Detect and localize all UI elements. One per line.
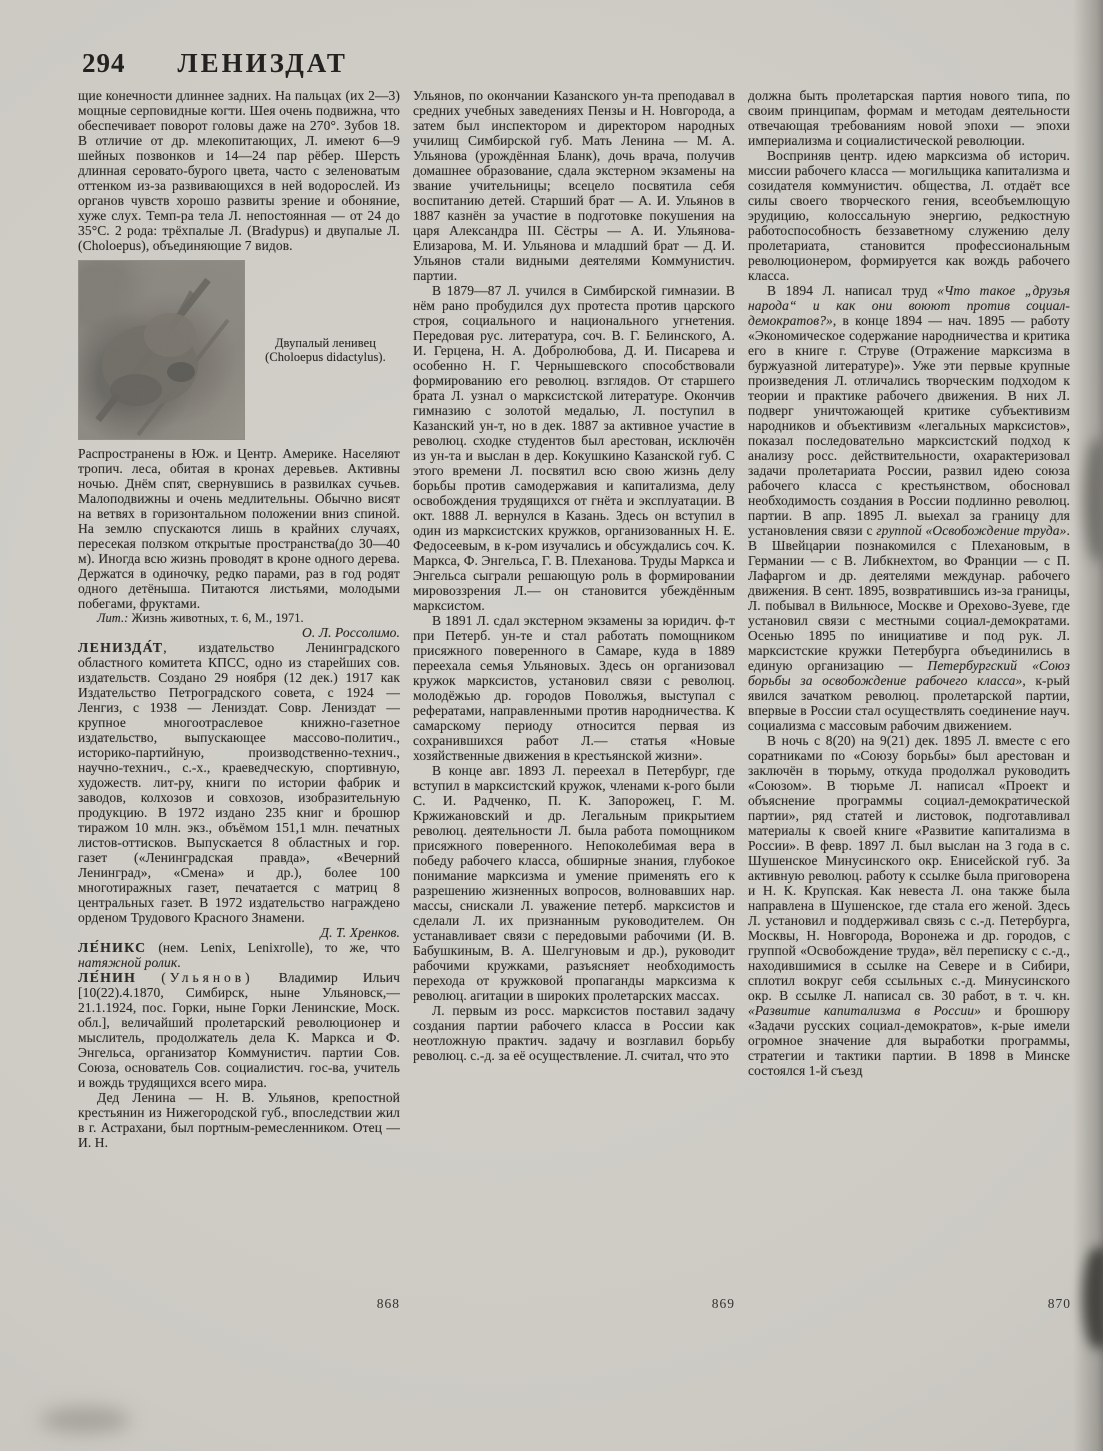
- text-run: , к-рый явился зачатком революц. пролетарской партии, впервые в России стал осуществлять соединение науч. социализма с массовым рабочим движением.: [748, 673, 1070, 733]
- scan-artifact: [1083, 1248, 1103, 1348]
- header-page-number: 294: [82, 48, 126, 78]
- entry-lenin-headword: ЛЕ́НИН: [78, 970, 137, 985]
- column-page-number-869: 869: [711, 1296, 735, 1311]
- text-run: В 1894 Л. написал труд: [767, 283, 938, 298]
- text-run: , в конце 1894 — нач. 1895 — работу «Экономическое содержание народничества и критика его в книге г. Струве (Отражение марксизма в буржуазной литературе)». Уже эти первые крупные произведения Л. отличались творческим подходом к теории и практике рабочего движения. В них Л. подверг уничтожающей критике субъективизм народников и объективизм «легальных марксистов», показал последовательно марксистский подход к анализу росс. действительности, охарактеризовал задачи пролетариата России, развил идею союза рабочего класса с крестьянством, обосновал необходимость создания в России подлинно революц. партии. В апр. 1895 Л. выехал за границу для установления связи с: [748, 313, 1070, 538]
- column-page-number-868: 868: [376, 1296, 400, 1311]
- book-title-italic: «Развитие капитализма в России»: [748, 1003, 981, 1018]
- lit-label: Лит.:: [97, 611, 129, 625]
- text-run: В ночь с 8(20) на 9(21) дек. 1895 Л. вместе с его соратниками по «Союзу борьбы» был арестован и заключён в тюрьму, откуда продолжал руководить «Союзом». В тюрьме Л. написал «Проект и объяснение программы социал-демократической партии», ряд статей и листовок, подготавливал материалы к своей книге «Развитие капитализма в России». В февр. 1897 Л. был выслан на 3 года в с. Шушенское Минусинского окр. Енисейской губ. За активную революц. работу к ссылке была приговорена и Н. К. Крупская. Как невеста Л. она также была направлена в Шушенское, где стала его женой. Здесь Л. установил и поддерживал связь с с.-д. Петербурга, Москвы, Н. Новгорода, Воронежа и др. городов, с группой «Освобождение труда», вёл переписку с с.-д., находившимися в ссылке на Севере и в Сибири, сплотил вокруг себя ссыльных с.-д. Минусинского окр. В ссылке Л. написал св. 30 работ, в т. ч. кн.: [748, 733, 1070, 1003]
- column-2: [413, 88, 735, 1298]
- entry-leniks-crossref: натяжной ролик: [78, 955, 178, 970]
- union-title-italic: Петербургский «Союз борьбы за освобождение рабочего класса»: [748, 658, 1070, 688]
- lenin-arrest-exile-paragraph: [748, 733, 1070, 1078]
- entry-lenin-body: Владимир Ильич [10(22).4.1870, Симбирск, ныне Ульяновск,— 21.1.1924, пос. Горки, ныне Горки Ленинские, Моск. обл.], величайший пролетарский революционер и мыслитель, продолжатель дела К. Маркса и Ф. Энгельса, организатор Коммунистич. партии Сов. Союза, основатель Сов. социалистич. гос-ва, учитель и вождь трудящихся всего мира.: [78, 970, 400, 1090]
- entry-leniks-headword: ЛЕ́НИКС: [78, 940, 147, 955]
- lenin-party-task-paragraph: Л. первым из росс. марксистов поставил задачу создания партии рабочего класса в России как неотложную практич. задачу и возглавил борьбу революц. с.-д. за её осуществление. Л. считал, что это: [413, 1003, 735, 1063]
- entry-leniks-text: (нем. Lenix, Lenixrolle), то же, что: [146, 940, 400, 955]
- literature-line: [78, 611, 400, 625]
- lenin-petersburg-paragraph: В конце авг. 1893 Л. переехал в Петербург, где вступил в марксистский кружок, членами к-рого были С. И. Радченко, П. К. Запорожец, Г. М. Кржижановский и др. Легальным прикрытием революц. деятельности Л. была работа помощником присяжного поверенного. Непоколебимая вера в победу рабочего класса, обширные знания, глубокое понимание марксизма и умение применять его к разрешению жизненных вопросов, волновавших нар. массы, снискали Л. уважение петерб. марксистов и сделали Л. их признанным руководителем. Он устанавливает связи с передовыми рабочими (И. В. Бабушкиным, В. А. Шелгуновым и др.), руководит рабочими кружками, разъясняет необходимость перехода от кружковой пропаганды марксизма к революц. агитации в широких пролетарских массах.: [413, 763, 735, 1003]
- entry-lenin: [78, 970, 400, 1090]
- column-page-number-870: 870: [1047, 1296, 1071, 1311]
- figure-caption: Двупалый ленивец (Choloepus didactylus).: [265, 336, 386, 364]
- lenin-samara-paragraph: В 1891 Л. сдал экстерном экзамены за юридич. ф-т при Петерб. ун-те и стал работать помощником присяжного поверенного в Самаре, куда в 1889 переехала семья Ульяновых. Здесь он организовал кружок марксистов, установил связи с революц. молодёжью др. городов Поволжья, выступал с рефератами, направленными против народничества. К самарскому периоду относится первая из сохранившихся работ Л.— статья «Новые хозяйственные движения в крестьянской жизни».: [413, 613, 735, 763]
- lenin-family-paragraph: Ульянов, по окончании Казанского ун-та преподавал в средних учебных заведениях Пензы и Н. Новгорода, а затем был инспектором и директором народных училищ Симбирской губ. Мать Ленина — М. А. Ульянова (урождённая Бланк), дочь врача, получив домашнее образование, сдала экстерном экзамены на звание учительницы; всецело посвятила себя воспитанию детей. Старший брат — А. И. Ульянов в 1887 казнён за участие в подготовке покушения на царя Александра III. Сёстры — А. И. Ульянова-Елизарова, М. И. Ульянова и младший брат — Д. И. Ульянов стали видными деятелями Коммунистич. партии.: [413, 88, 735, 283]
- entry-lenin-surname: (Ульянов): [161, 970, 254, 985]
- lenin-gymnasium-paragraph: В 1879—87 Л. учился в Симбирской гимназии. В нём рано пробудился дух протеста против царского строя, социального и национального угнетения. Передовая рус. литература, соч. В. Г. Белинского, А. И. Герцена, Н. А. Добролюбова, Д. И. Писарева и особенно Н. Г. Чернышевского способствовали формированию его революц. взглядов. От старшего брата Л. узнал о марксистской литературе. Окончив гимназию с золотой медалью, Л. поступил в Казанский ун-т, но в дек. 1887 за активное участие в революц. сходке студентов был арестован, исключён из ун-та и выслан в дер. Кокушкино Казанской губ. С этого времени Л. посвятил всю свою жизнь делу борьбы против самодержавия и капитализма, делу освобождения трудящихся от гнёта и эксплуатации. В окт. 1888 Л. вернулся в Казань. Здесь он вступил в один из марксистских кружков, организованных Н. Е. Федосеевым, в к-ром изучались и обсуждались соч. К. Маркса, Ф. Энгельса, Г. В. Плеханова. Труды Маркса и Энгельса сыграли решающую роль в формировании мировоззрения Л.— он становится убеждённым марксистом.: [413, 283, 735, 613]
- entry-lenizdat-body: , издательство Ленинградского областного комитета КПСС, одно из старейших сов. издательств. Создано 29 ноября (12 дек.) 1917 как Издательство Петроградского совета, с 1924 — Ленгиз, с 1938 — Лениздат. Совр. Лениздат — крупное многоотраслевое книжно-газетное издательство, выпускающее массово-политич., историко-партийную, производственно-технич., научно-технич., с.-х., краеведческую, спортивную, художеств. лит-ру, книги по истории фабрик и заводов, колхозов и совхозов, изобразительную продукцию. В 1972 издано 235 книг и брошюр тиражом 10 млн. экз., объёмом 151,1 млн. печатных листов-оттисков. Выпускается 8 областных и гор. газет («Ленинградская правда», «Вечерний Ленинград», «Смена» и др.), более 100 многотиражных газет, печатается с матриц 8 центральных газет. В 1972 издательство награждено орденом Трудового Красного Знамени.: [78, 640, 400, 925]
- sloths-article-continuation: щие конечности длиннее задних. На пальцах (их 2—3) мощные серповидные когти. Шея очень подвижна, что обеспечивает поворот головы даже на 270°. Зубов 18. В отличие от др. млекопитающих, Л. имеют 6—9 шейных позвонков и 14—24 пар рёбер. Шерсть длинная серовато-бурого цвета, часто с зеленоватым оттенком из-за развивающихся в ней водорослей. Из органов чувств хорошо развиты зрение и обоняние, хуже слух. Темп-ра тела Л. непостоянная — от 24 до 35°С. 2 рода: трёхпалые Л. (Bradypus) и двупалые Л. (Choloepus), объединяющие 7 видов.: [78, 88, 400, 253]
- signature-khrenkov: Д. Т. Хренков.: [320, 925, 400, 940]
- running-header: [82, 48, 348, 82]
- column-3: [748, 88, 1070, 1298]
- group-title-italic: группой «Освобождение труда»: [876, 523, 1067, 538]
- new-type-party-paragraph: должна быть пролетарская партия нового типа, по своим принципам, формам и методам деятельности отвечающая требованиям новой эпохи — эпохи империализма и социалистической революции.: [748, 88, 1070, 148]
- sloth-photo-art: [78, 260, 245, 440]
- header-running-title: ЛЕНИЗДАТ: [177, 48, 348, 78]
- entry-leniks: [78, 940, 400, 970]
- lenin-mission-paragraph: Восприняв центр. идею марксизма об историч. миссии рабочего класса — могильщика капитализма и созидателя коммунистич. общества, Л. отдаёт все силы своего творческого гения, всеобъемлющую эрудицию, колоссальную энергию, редкостную работоспособность беззаветному служению делу пролетариата, становится профессиональным революционером, формируется как вождь рабочего класса.: [748, 148, 1070, 283]
- entry-leniks-period: .: [177, 955, 181, 970]
- text-run: . В Швейцарии познакомился с Плехановым, в Германии — с В. Либкнехтом, во Франции — с П. Лафаргом и др. деятелями междунар. рабочего движения. В сент. 1895, возвратившись из-за границы, Л. побывал в Вильнюсе, Москве и Орехово-Зуеве, где установил связи с местными социал-демократами. Осенью 1895 по инициативе и под рук. Л. марксистские кружки Петербурга объединились в единую организацию —: [748, 523, 1070, 673]
- lenin-works-1894-paragraph: [748, 283, 1070, 733]
- scan-edge-shadow: [1073, 0, 1103, 1451]
- scan-artifact: [1085, 440, 1103, 560]
- sloth-photo: [78, 260, 245, 440]
- work-title-italic: «Что такое „друзья народа“ и как они воюют против социал-демократов?»: [748, 283, 1070, 328]
- entry-lenizdat: [78, 640, 400, 925]
- lenin-grandfather-paragraph: Дед Ленина — Н. В. Ульянов, крепостной крестьянин из Нижегородской губ., впоследствии жил в г. Астрахани, был портным-ремесленником. Отец — И. Н.: [78, 1090, 400, 1150]
- scan-artifact: [40, 1407, 130, 1433]
- sloth-figure: [78, 260, 400, 440]
- text-columns: [78, 88, 1071, 1298]
- text-run: и брошюру «Задачи русских социал-демократов», к-рые имели огромное значение для выработки программы, стратегии и тактики партии. В 1898 в Минске состоялся 1-й съезд: [748, 1003, 1070, 1078]
- column-1: [78, 88, 400, 1298]
- sloths-article-text: Распространены в Юж. и Центр. Америке. Населяют тропич. леса, обитая в кронах деревьев. Активны ночью. Днём спят, свернувшись в развилках сучьев. Малоподвижны и очень медлительны. Обычно висят на ветвях в горизонтальном положении вниз спиной. На землю спускаются лишь в крайних случаях, пересекая ползком открытые пространства(до 30—40 м). Иногда всю жизнь проводят в кроне одного дерева. Держатся в одиночку, редко парами, раз в год родят одного детёныша. Питаются листьями, молодыми побегами, фруктами.: [78, 446, 400, 611]
- signature-rossolimo: О. Л. Россолимо.: [302, 625, 400, 640]
- entry-lenizdat-headword: ЛЕНИЗДА́Т: [78, 640, 164, 655]
- lit-text: Жизнь животных, т. 6, М., 1971.: [128, 611, 304, 625]
